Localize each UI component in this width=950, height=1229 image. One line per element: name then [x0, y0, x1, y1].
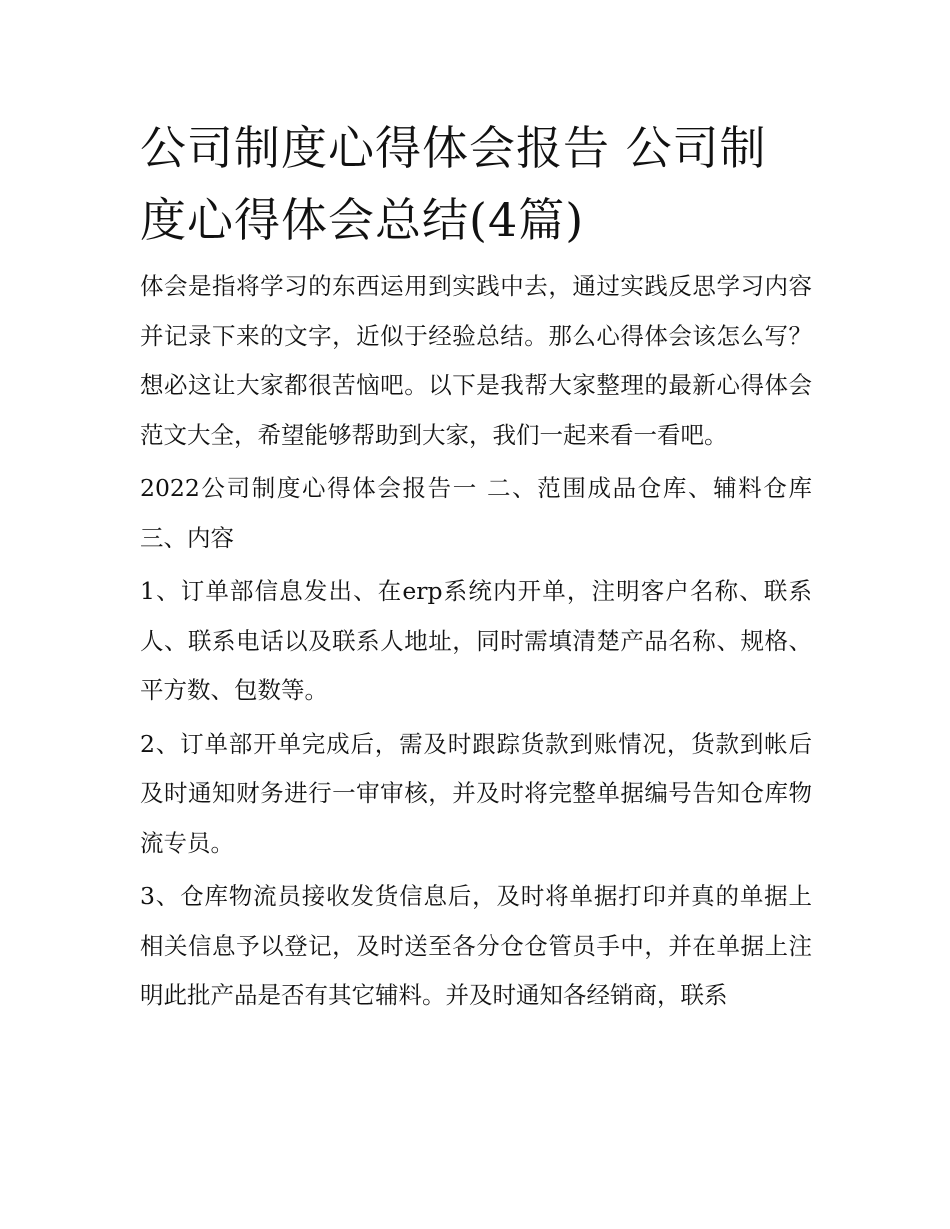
intro-paragraph: 体会是指将学习的东西运用到实践中去，通过实践反思学习内容并记录下来的文字，近似于经验总结。那么心得体会该怎么写？想必这让大家都很苦恼吧。以下是我帮大家整理的最新心得体会范文大全，希望能够帮助到大家，我们一起来看一看吧。 — [140, 272, 812, 449]
item-2-paragraph: 2、订单部开单完成后，需及时跟踪货款到账情况，货款到帐后及时通知财务进行一审审核，并及时将完整单据编号告知仓库物流专员。 — [140, 729, 812, 857]
document-page — [140, 112, 812, 1025]
item-1-paragraph: 1、订单部信息发出、在erp系统内开单，注明客户名称、联系人、联系电话以及联系人地址，同时需填清楚产品名称、规格、平方数、包数等。 — [140, 577, 812, 704]
document-title: 公司制度心得体会报告 公司制度心得体会总结(4篇) — [140, 121, 767, 247]
section-heading-paragraph: 2022公司制度心得体会报告一 二、范围成品仓库、辅料仓库三、内容 — [140, 474, 812, 552]
item-3-paragraph: 3、仓库物流员接收发货信息后，及时将单据打印并真的单据上相关信息予以登记，及时送至各分仓仓管员手中，并在单据上注明此批产品是否有其它辅料。并及时通知各经销商，联系 — [140, 882, 812, 1009]
